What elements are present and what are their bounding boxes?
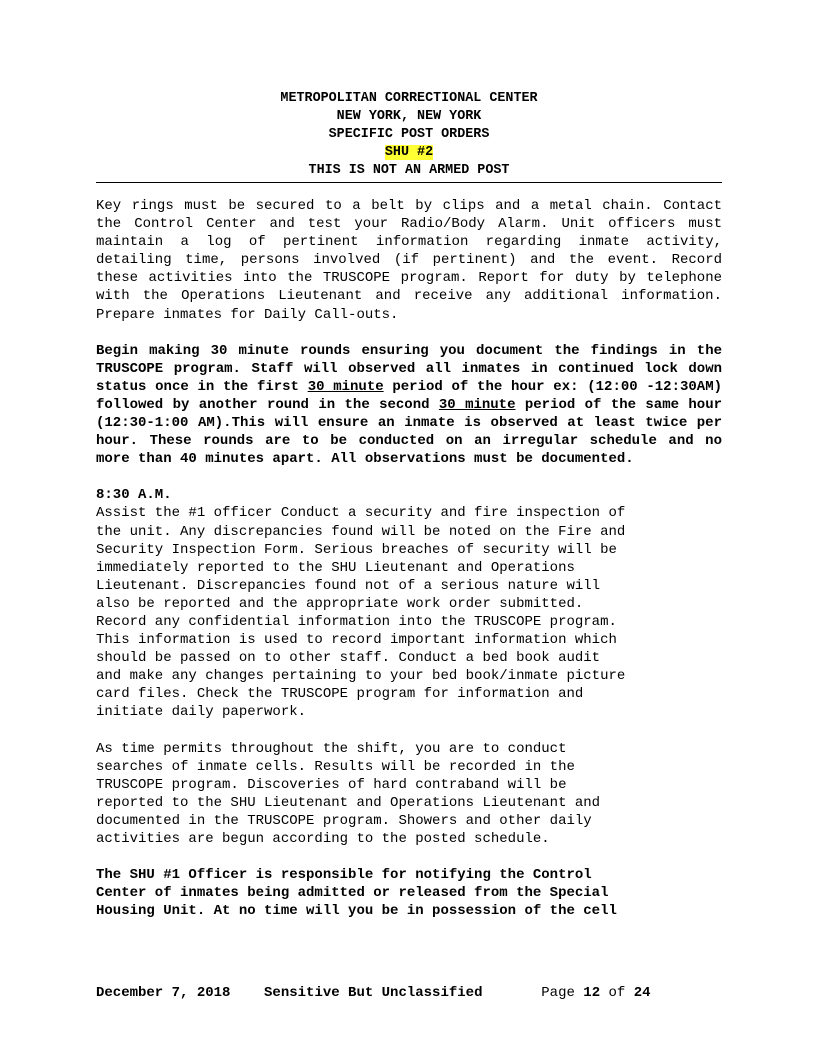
header-institution: METROPOLITAN CORRECTIONAL CENTER [280,91,538,106]
paragraph-inspection: Assist the #1 officer Conduct a security and fire inspection of the unit. Any discrepancies found will be noted on the Fire and Security Inspection Form. Serious breaches of security will be immediately reported to the SHU Lieutenant and Operations Lieutenant. Discrepancies found not of a serious nature will also be reported and the appropriate work order submitted. Record any confidential information into the TRUSCOPE program. This information is used to record important information which should be passed on to other staff. Conduct a bed book audit and make any changes pertaining to your bed book/inmate picture card files. Check the TRUSCOPE program for information and initiate daily paperwork. [96,505,626,721]
underlined-30-minute-1: 30 minute [307,378,384,395]
header-armed-notice: THIS IS NOT AN ARMED POST [308,163,510,178]
footer-page-total: 24 [633,985,651,1001]
header-post-name: SHU #2 [384,145,434,160]
footer-page-number: 12 [583,985,601,1001]
paragraph-key-rings: Key rings must be secured to a belt by clips and a metal chain. Contact the Control Center and test your Radio/Body Alarm. Unit officers must maintain a log of pertinent information regarding inmate activity, detailing time, persons involved (if pertinent) and the event. Record these activities into the TRUSCOPE program. Report for duty by telephone with the Operations Lieutenant and receive any additional information. Prepare inmates for Daily Call-outs. [96,198,722,323]
footer-classification: Sensitive But Unclassified [264,985,483,1001]
paragraph-rounds: Begin making 30 minute rounds ensuring you document the findings in the TRUSCOPE program. Staff will observed all inmates in continued lock down status once in the first 30 minute period of the hour ex: (12:00 -12:30AM) followed by another round in the second 30 minute period of the same hour (12:30-1:00 AM).This will ensure an inmate is observed at least twice per hour. These rounds are to be conducted on an irregular schedule and no more than 40 minutes apart. All observations must be documented. [96,342,722,468]
header-location: NEW YORK, NEW YORK [336,109,482,124]
time-heading: 8:30 A.M. [96,487,172,504]
paragraph-searches: As time permits throughout the shift, you are to conduct searches of inmate cells. Results will be recorded in the TRUSCOPE program. Discoveries of hard contraband will be reported to the SHU Lieutenant and Operations Lieutenant and documented in the TRUSCOPE program. Showers and other daily activities are begun according to the posted schedule. [96,740,601,847]
paragraph-shu-officer: The SHU #1 Officer is responsible for notifying the Control Center of inmates being admitted or released from the Special Housing Unit. At no time will you be in possession of the cell [96,867,617,920]
page-footer [96,984,722,1002]
document-page [96,90,722,920]
footer-page-label: Page [541,985,575,1001]
footer-of-label: of [608,985,626,1001]
underlined-30-minute-2: 30 minute [438,396,516,413]
header-doc-type: SPECIFIC POST ORDERS [328,127,490,142]
document-header [96,90,722,180]
footer-date: December 7, 2018 [96,985,231,1001]
